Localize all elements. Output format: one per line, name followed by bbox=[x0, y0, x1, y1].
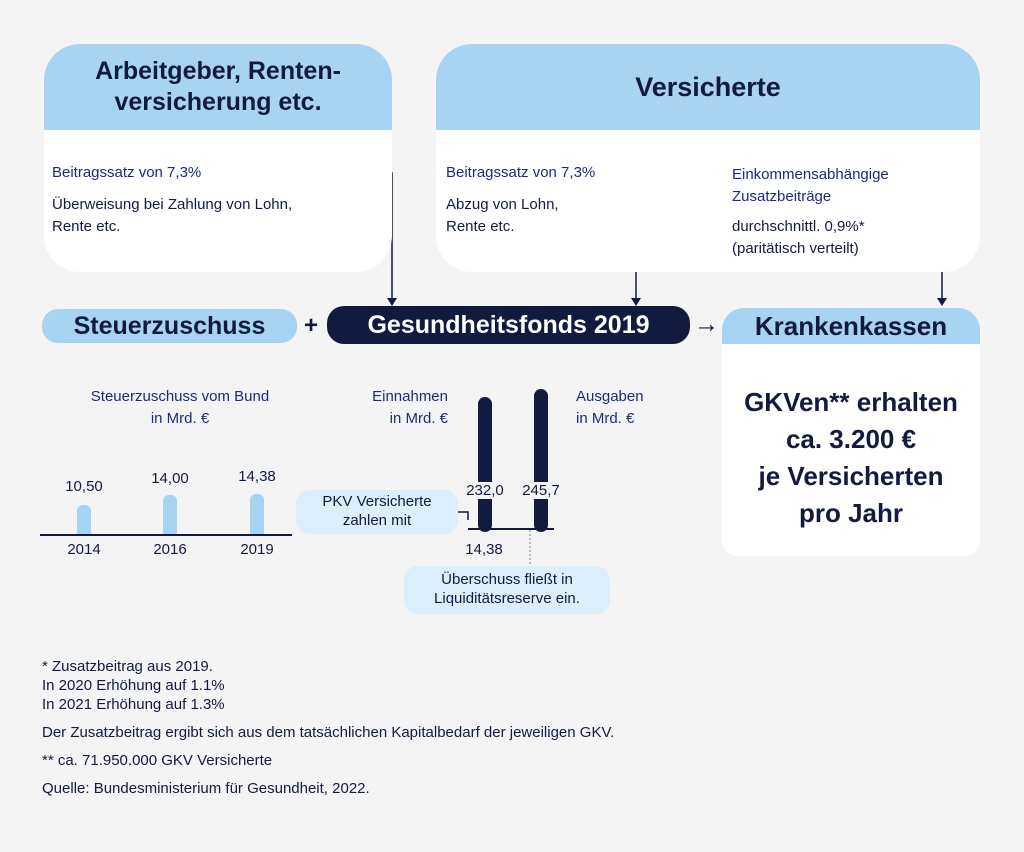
tax-chart-title-line2: in Mrd. € bbox=[150, 410, 210, 427]
income-label-line2: in Mrd. € bbox=[389, 410, 448, 427]
footnotes bbox=[42, 657, 942, 798]
expense-value: 245,7 bbox=[515, 482, 567, 499]
tax-chart-value-2016: 14,00 bbox=[151, 470, 189, 487]
pkv-contribution-value: 14,38 bbox=[465, 541, 503, 558]
tax-chart-value-2014: 10,50 bbox=[65, 478, 103, 495]
per-insured-statement bbox=[722, 384, 980, 532]
plus-sign: + bbox=[304, 312, 319, 339]
extra-desc-line2: (paritätisch verteilt) bbox=[732, 240, 859, 257]
tax-chart-title bbox=[40, 386, 320, 430]
expense-label-line2: in Mrd. € bbox=[576, 410, 635, 427]
expense-bar bbox=[534, 389, 548, 532]
health-insurers-header bbox=[722, 308, 980, 344]
footnote-5: ** ca. 71.950.000 GKV Versicherte bbox=[42, 752, 273, 769]
employer-desc bbox=[52, 194, 292, 238]
surplus-line2: Liquiditätsreserve ein. bbox=[434, 590, 580, 607]
pkv-bubble bbox=[296, 490, 458, 534]
statement-line4: pro Jahr bbox=[798, 498, 904, 528]
surplus-bubble bbox=[404, 566, 610, 614]
tax-bar-2019 bbox=[250, 494, 264, 534]
statement-line2: ca. 3.200 € bbox=[785, 424, 917, 454]
health-insurers-title: Krankenkassen bbox=[754, 310, 948, 341]
extra-desc-line1: durchschnittl. 0,9%* bbox=[732, 218, 865, 235]
tax-chart-title-line1: Steuerzuschuss vom Bund bbox=[90, 388, 270, 405]
statement-line1: GKVen** erhalten bbox=[744, 387, 958, 417]
insured-desc-line1: Abzug von Lohn, bbox=[446, 196, 559, 213]
extra-contribution-title bbox=[732, 164, 889, 208]
tax-chart-year-2014: 2014 bbox=[67, 541, 101, 558]
statement-line3: je Versicherten bbox=[758, 461, 944, 491]
tax-chart-year-2019: 2019 bbox=[240, 541, 274, 558]
employer-title-line2: versicherung etc. bbox=[114, 88, 322, 116]
insured-rate: Beitragssatz von 7,3% bbox=[446, 164, 596, 181]
insured-title: Versicherte bbox=[635, 71, 781, 102]
expense-label-line1: Ausgaben bbox=[576, 388, 644, 405]
pkv-line1: PKV Versicherte bbox=[322, 493, 432, 510]
insured-desc-line2: Rente etc. bbox=[446, 218, 515, 235]
income-label-line1: Einnahmen bbox=[372, 388, 448, 405]
footnote-4: Der Zusatzbeitrag ergibt sich aus dem tatsächlichen Kapitalbedarf der jeweiligen GKV. bbox=[42, 724, 615, 741]
flow-arrow: → bbox=[694, 310, 719, 338]
employer-desc-line2: Rente etc. bbox=[52, 218, 121, 235]
extra-title-line1: Einkommensabhängige bbox=[732, 166, 889, 183]
pkv-line2: zahlen mit bbox=[342, 512, 412, 529]
income-value: 232,0 bbox=[459, 482, 511, 499]
expense-label bbox=[576, 386, 686, 430]
health-insurers-card bbox=[722, 308, 980, 556]
health-fund-pill: Gesundheitsfonds 2019 bbox=[327, 306, 690, 344]
extra-title-line2: Zusatzbeiträge bbox=[732, 188, 832, 205]
tax-chart-value-2019: 14,38 bbox=[238, 468, 276, 485]
employer-card-header bbox=[44, 44, 392, 130]
income-bar bbox=[478, 397, 492, 532]
insured-card-header bbox=[436, 44, 980, 130]
tax-chart-baseline bbox=[40, 534, 292, 536]
footnote-6: Quelle: Bundesministerium für Gesundheit, 2022. bbox=[42, 780, 370, 797]
tax-bar-2014 bbox=[77, 505, 91, 534]
tax-chart-year-2016: 2016 bbox=[153, 541, 187, 558]
tax-bar-2016 bbox=[163, 495, 177, 534]
fund-chart-baseline bbox=[468, 528, 554, 530]
tax-subsidy-pill: Steuerzuschuss bbox=[42, 309, 297, 343]
employer-rate: Beitragssatz von 7,3% bbox=[52, 164, 202, 181]
surplus-line1: Überschuss fließt in bbox=[441, 571, 573, 588]
employer-title-line1: Arbeitgeber, Renten- bbox=[95, 57, 341, 85]
income-label bbox=[340, 386, 448, 430]
footnote-3: In 2021 Erhöhung auf 1.3% bbox=[42, 696, 225, 713]
extra-contribution-desc bbox=[732, 216, 865, 260]
footnote-2: In 2020 Erhöhung auf 1.1% bbox=[42, 677, 225, 694]
employer-desc-line1: Überweisung bei Zahlung von Lohn, bbox=[52, 196, 293, 213]
footnote-1: * Zusatzbeitrag aus 2019. bbox=[42, 658, 213, 675]
insured-desc bbox=[446, 194, 559, 238]
